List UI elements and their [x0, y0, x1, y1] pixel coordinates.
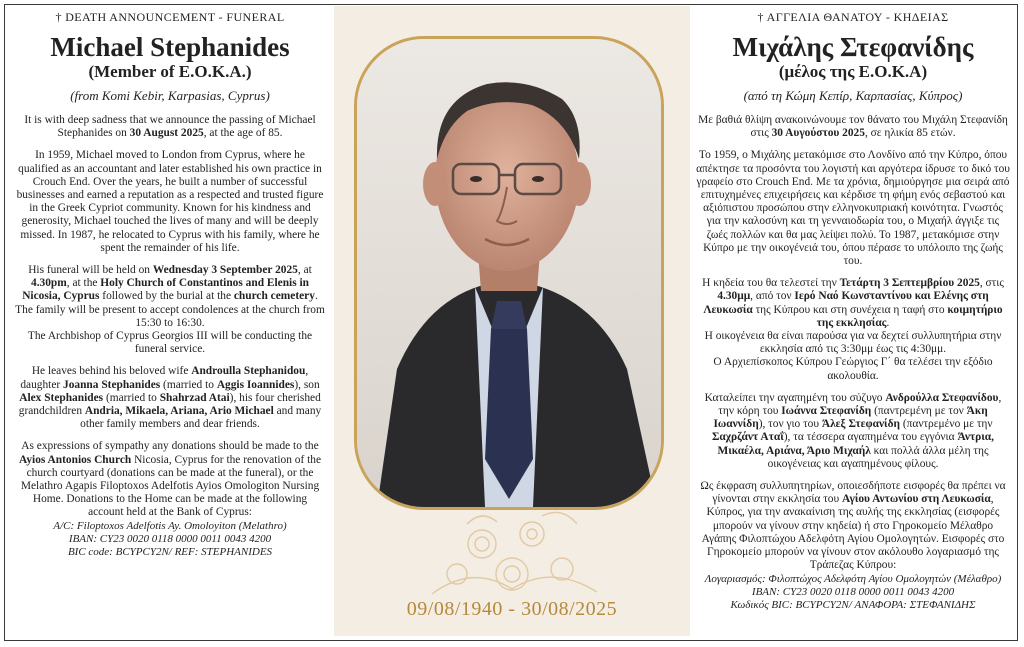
english-account-details [14, 520, 326, 559]
english-paragraph-passing: It is with deep sadness that we announce the passing of Michael Stephanides on 30 August 2025, at the age of 85. [24, 114, 316, 140]
greek-paragraph-funeral: Η κηδεία του θα τελεστεί την Τετάρτη 3 Σεπτεμβρίου 2025, στις 4.30μμ, από τον Ιερό Ναό Κωνσταντίνου και Ελένης στη Λευκωσία της Κύπρου και στη συνέχεια η ταφή στο κοιμητήριο της εκκλησίας. Η οικογένεια θα είναι παρούσα για να δεχτεί συλλυπητήρια στην εκκλησία από τις 3:30μμ έως τις 4:30μμ. Ο Αρχιεπίσκοπος Κύπρου Γεώργιος Γ΄ θα τελέσει την εξόδιο ακολουθία. [702, 277, 1004, 382]
english-paragraph-biography: In 1959, Michael moved to London from Cyprus, where he qualified as an accountant and later established his own practice in Crouch End. Over the years, he built a number of successful businesses and earned a reputation as a respected and trusted figure in the Greek Cypriot community. Known for his kindness and generosity, Michael touched the lives of many and will be deeply missed. In 1987, he relocated to Cyprus with his family, where he spent the remainder of his life. [16, 149, 324, 254]
english-account-iban: IBAN: CY23 0020 0118 0000 0011 0043 4200 [68, 532, 272, 545]
greek-paragraph-biography: Το 1959, ο Μιχάλης μετακόμισε στο Λονδίνο από την Κύπρο, όπου απέκτησε τα προσόντα του λογιστή και αργότερα ίδρυσε το δικό του γραφείο στο Crouch End. Με τα χρόνια, δημιούργησε μια σειρά από επιτυχημένες επιχειρήσεις και κέρδισε τη φήμη ενός σεβαστού και αξιόπιστου προσώπου στην ελληνοκυπριακή κοινότητα. Γνωστός για την καλοσύνη και τη γενναιοδωρία του, ο Μιχαήλ άγγιξε τις ζωές πολλών και θα μας λείψει πολύ. Το 1987, μετακόμισε στην Κύπρο με την οικογένειά του, όπου πέρασε το υπόλοιπο της ζωής του. [696, 149, 1010, 268]
greek-name: Μιχάλης Στεφανίδης [732, 32, 974, 62]
english-name: Michael Stephanides [50, 32, 290, 62]
greek-member: (μέλος της Ε.Ο.Κ.Α) [778, 62, 928, 81]
center-panel [334, 6, 690, 636]
greek-account-iban: IBAN: CY23 0020 0118 0000 0011 0043 4200 [751, 585, 955, 598]
english-paragraph-funeral: His funeral will be held on Wednesday 3 September 2025, at 4.30pm, at the Holy Church of Constantinos and Elenis in Nicosia, Cyprus followed by the burial at the church cemetery. The family will be present to accept condolences at the church from 15:30 to 16:30. The Archbishop of Cyprus Georgios III will be conducting the funeral service. [15, 264, 325, 356]
greek-account-name: Λογαριασμός: Φιλοπτώχος Αδελφότη Αγίου Ομολογητών (Μέλαθρο) [704, 572, 1002, 585]
portrait-photo-icon [354, 36, 664, 510]
floral-ornament-icon [412, 504, 612, 604]
greek-account-details [696, 573, 1010, 612]
english-origin: (from Komi Kebir, Karpasias, Cyprus) [70, 88, 270, 103]
greek-account-bic: Κωδικός BIC: BCYPCY2N/ ΑΝΑΦΟΡΑ: ΣΤΕΦΑΝΙΔΗΣ [730, 598, 976, 611]
english-account-bic: BIC code: BCYPCY2N/ REF: STEPHANIDES [67, 545, 273, 558]
english-member: (Member of E.O.K.A.) [88, 62, 252, 81]
greek-header: † ΑΓΓΕΛΙΑ ΘΑΝΑΤΟΥ - ΚΗΔΕΙΑΣ [757, 10, 949, 24]
greek-column [696, 10, 1010, 612]
english-column [14, 10, 326, 559]
greek-origin: (από τη Κώμη Κεπίρ, Καρπασίας, Κύπρος) [743, 88, 963, 103]
english-paragraph-family: He leaves behind his beloved wife Androulla Stephanidou, daughter Joanna Stephanides (married to Aggis Ioannides), son Alex Stephanides (married to Shahrzad Atai), his four cherished grandchildren Andria, Mikaela, Ariana, Ario Michael and many other family members and dear friends. [18, 365, 322, 431]
portrait-illustration [357, 39, 661, 507]
english-header: † DEATH ANNOUNCEMENT - FUNERAL [55, 10, 285, 24]
english-paragraph-donations: As expressions of sympathy any donations should be made to the Ayios Antonios Church Nicosia, Cyprus for the renovation of the church courtyard (donations can be made at the funeral), or the Melathro Agapis Filoptoxos Adelfotis Ayios Omologiton Nursing Home. Donations to the Home can be made at the following account held at the Bank of Cyprus: [18, 440, 322, 519]
life-dates: 09/08/1940 - 30/08/2025 [406, 598, 618, 620]
english-account-name: A/C: Filoptoxos Adelfotis Ay. Omoloyiton (Melathro) [53, 519, 287, 532]
greek-paragraph-family: Καταλείπει την αγαπημένη του σύζυγο Ανδρούλλα Στεφανίδου, την κόρη του Ιωάννα Στεφανίδη (παντρεμένη με τον Άκη Ιωαννίδη), τον γιο του Άλεξ Στεφανίδη (παντρεμένο με την Σαχρζάντ Αταΐ), τα τέσσερα αγαπημένα του εγγόνια Άντρια, Μικαέλα, Αριάνα, Άριο Μιχαήλ και πολλά άλλα μέλη της οικογένειας και αγαπημένους φίλους. [704, 391, 1002, 470]
greek-paragraph-donations: Ως έκφραση συλλυπητηρίων, οποιεσδήποτε εισφορές θα πρέπει να γίνονται στην εκκλησία του Αγίου Αντωνίου στη Λευκωσία, Κύπρος, για την ανακαίνιση της αυλής της εκκλησίας (εισφορές μπορούν να γίνουν στην κηδεία) ή στο Γηροκομείο Μέλαθρο Αγάπης Φιλοπτώχου Αδελφότη Αγίου Ομολογητών. Εισφορές στο Γηροκομείο μπορούν να γίνουν στον ακόλουθο λογαριασμό της Τράπεζας Κύπρου: [700, 480, 1006, 572]
greek-paragraph-passing: Με βαθιά θλίψη ανακοινώνουμε τον θάνατο του Μιχάλη Στεφανίδη στις 30 Αυγούστου 2025, σε ηλικία 85 ετών. [698, 114, 1008, 140]
